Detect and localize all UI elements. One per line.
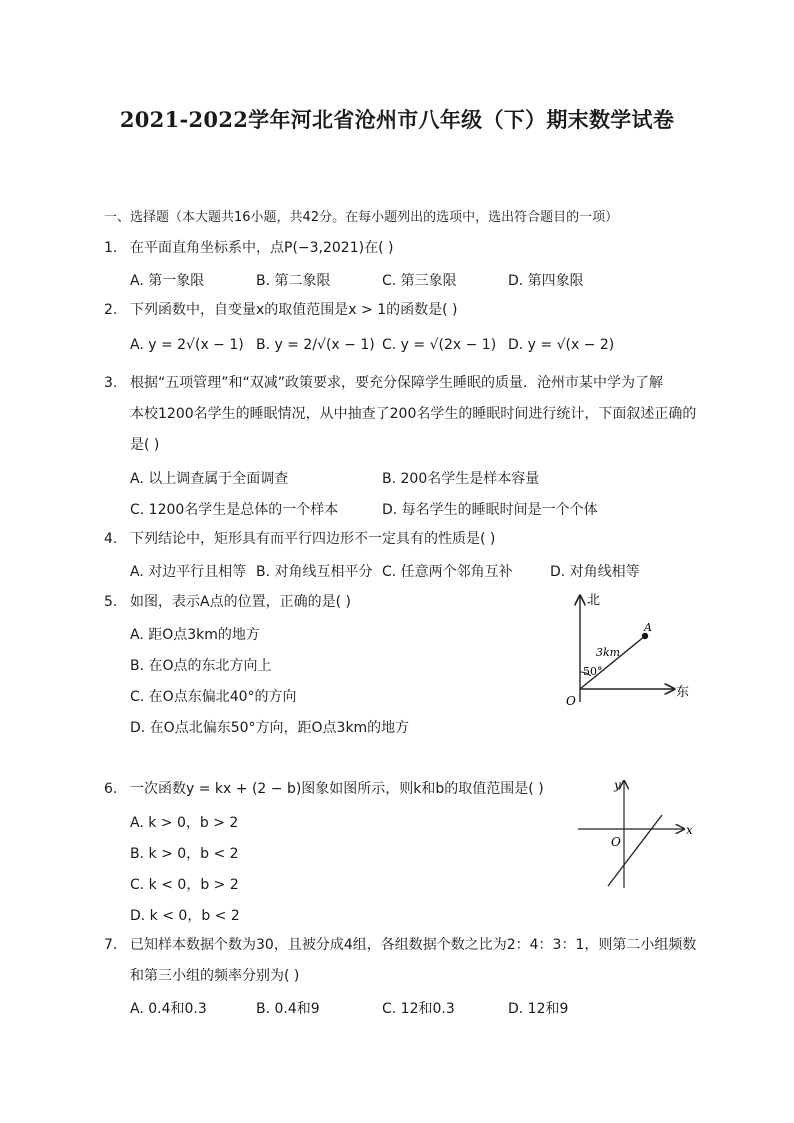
x-label: x (686, 823, 693, 837)
option-b[interactable]: B. 第二象限 (256, 273, 331, 289)
question-number: 2. (104, 302, 118, 318)
function-line (608, 815, 662, 886)
option-d[interactable]: D. y = √(x − 2) (508, 337, 615, 353)
option-d[interactable]: D. 12和9 (508, 1001, 569, 1017)
direction-line (580, 636, 645, 689)
option-a[interactable]: A. k > 0，b > 2 (130, 815, 239, 831)
option-b[interactable]: B. 在O点的东北方向上 (130, 658, 272, 674)
question-text: 如图，表示A点的位置，正确的是( ) (130, 594, 351, 610)
point-a-label: A (644, 621, 652, 634)
question-text-line: 是( ) (130, 437, 160, 453)
option-d[interactable]: D. 每名学生的睡眠时间是一个个体 (382, 502, 598, 518)
y-label: y (614, 778, 621, 792)
option-d[interactable]: D. 第四象限 (508, 273, 584, 289)
option-c[interactable]: C. y = √(2x − 1) (382, 337, 497, 353)
option-c[interactable]: C. 在O点东偏北40°的方向 (130, 689, 297, 705)
option-c[interactable]: C. k < 0，b > 2 (130, 877, 239, 893)
compass-figure (550, 590, 700, 715)
north-label: 北 (587, 593, 601, 608)
option-d[interactable]: D. 对角线相等 (550, 564, 640, 580)
angle-label: 50° (583, 665, 603, 678)
question-number: 3. (104, 375, 118, 391)
question-text-line: 和第三小组的频率分别为( ) (130, 968, 300, 984)
east-label: 东 (676, 685, 690, 700)
option-c[interactable]: C. 第三象限 (382, 273, 457, 289)
option-c[interactable]: C. 任意两个邻角互补 (382, 564, 513, 580)
question-text: 一次函数y = kx + (2 − b)图象如图所示，则k和b的取值范围是( ) (130, 781, 544, 797)
origin-label: O (611, 835, 621, 849)
question-number: 6. (104, 781, 118, 797)
option-a[interactable]: A. 以上调查属于全面调查 (130, 471, 289, 487)
option-b[interactable]: B. k > 0，b < 2 (130, 846, 239, 862)
option-b[interactable]: B. y = 2/√(x − 1) (256, 337, 375, 353)
question-number: 4. (104, 531, 118, 547)
option-a[interactable]: A. 0.4和0.3 (130, 1001, 207, 1017)
question-text: 下列结论中，矩形具有而平行四边形不一定具有的性质是( ) (130, 531, 496, 547)
option-a[interactable]: A. 距O点3km的地方 (130, 627, 260, 643)
distance-label: 3km (596, 646, 621, 659)
option-c[interactable]: C. 1200名学生是总体的一个样本 (130, 502, 339, 518)
option-b[interactable]: B. 200名学生是样本容量 (382, 471, 540, 487)
origin-label: O (566, 694, 576, 708)
option-a[interactable]: A. 第一象限 (130, 273, 205, 289)
option-b[interactable]: B. 对角线互相平分 (256, 564, 373, 580)
option-a[interactable]: A. 对边平行且相等 (130, 564, 247, 580)
option-b[interactable]: B. 0.4和9 (256, 1001, 320, 1017)
option-d[interactable]: D. k < 0，b < 2 (130, 908, 240, 924)
line-graph-figure (570, 773, 700, 893)
option-c[interactable]: C. 12和0.3 (382, 1001, 455, 1017)
question-text: 下列函数中，自变量x的取值范围是x > 1的函数是( ) (130, 302, 458, 318)
option-d[interactable]: D. 在O点北偏东50°方向，距O点3km的地方 (130, 720, 410, 736)
question-number: 7. (104, 937, 118, 953)
section-heading: 一、选择题（本大题共16小题，共42分。在每小题列出的选项中，选出符合题目的一项） (104, 210, 619, 225)
page-title: 2021-2022学年河北省沧州市八年级（下）期末数学试卷 (119, 107, 675, 132)
question-text-line: 本校1200名学生的睡眠情况，从中抽查了200名学生的睡眠时间进行统计，下面叙述正确的 (130, 406, 697, 422)
question-text: 在平面直角坐标系中，点P(−3,2021)在( ) (130, 240, 394, 256)
option-a[interactable]: A. y = 2√(x − 1) (130, 337, 244, 353)
question-number: 5. (104, 594, 118, 610)
question-text-line: 已知样本数据个数为30，且被分成4组，各组数据个数之比为2：4：3：1，则第二小组频数 (130, 937, 697, 953)
question-number: 1. (104, 240, 118, 256)
question-text-line: 根据“五项管理”和“双减”政策要求，要充分保障学生睡眠的质量．沧州市某中学为了解 (130, 375, 664, 391)
